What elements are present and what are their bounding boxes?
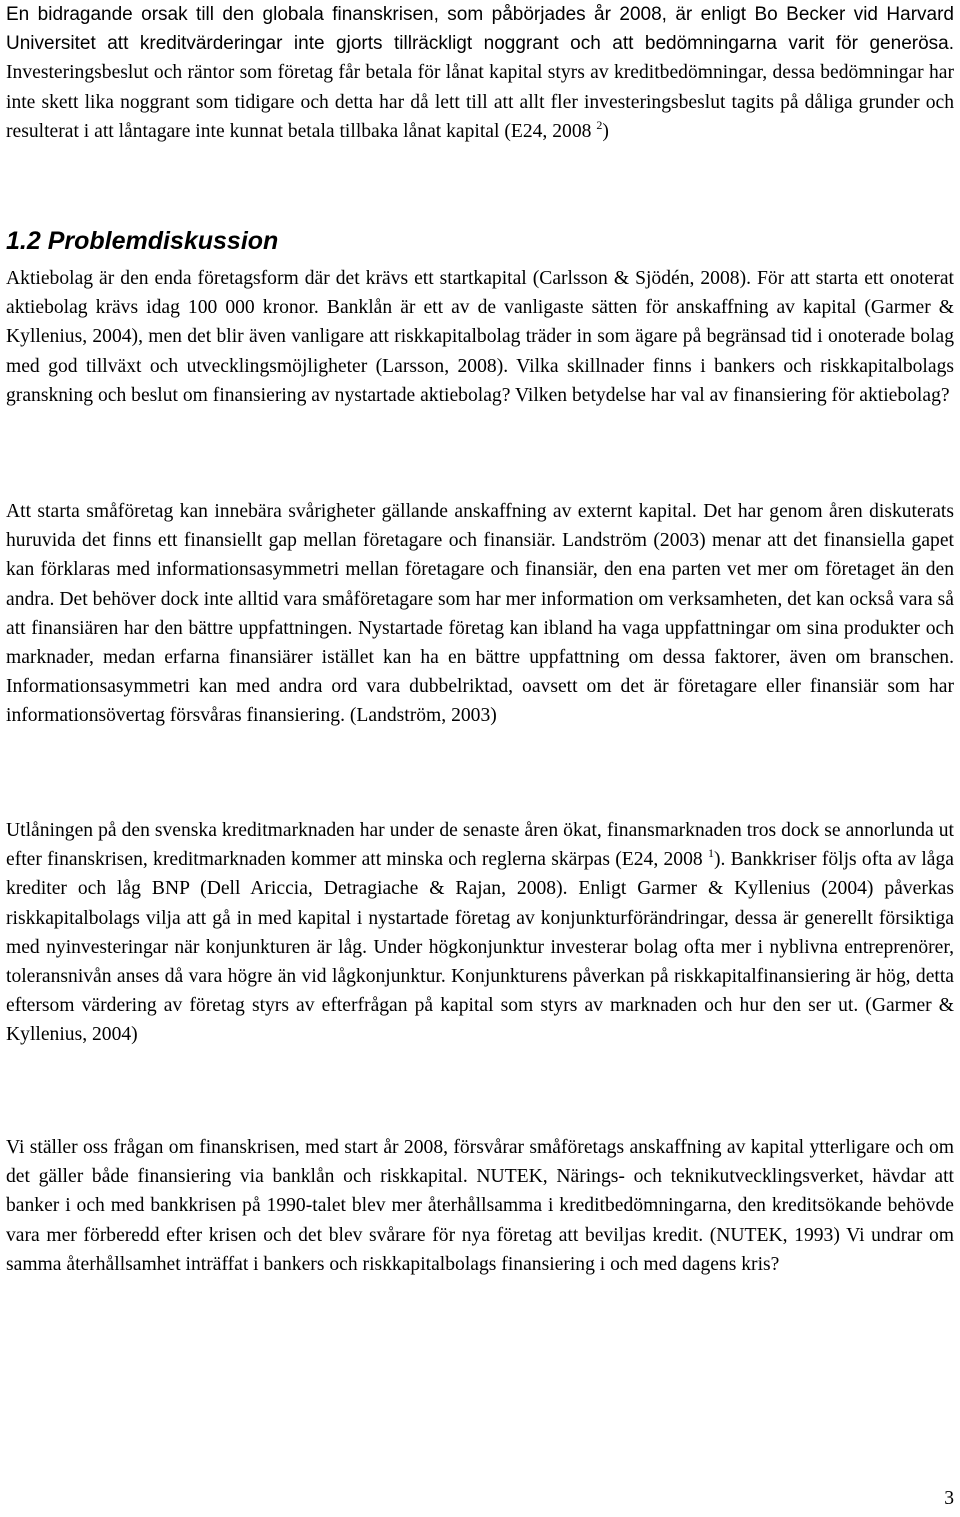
paragraph-credit-market-start: Utlåningen på den svenska kreditmarknaden har under de senaste åren ökat, finansmarknaden tros dock se annorlunda ut efter finanskrisen, kreditmarknaden kommer att minska och reglerna skärpas (E24, 2008	[6, 820, 954, 871]
section-heading: 1.2 Problemdiskussion	[6, 227, 279, 255]
paragraph-research-question: Vi ställer oss frågan om finanskrisen, med start år 2008, försvårar småföretags anskaffning av kapital ytterligare och om det gäller både finansiering via banklån och riskkapital. NUTEK, Närings- och teknikutvecklingsverket, hävdar att banker i och med bankkrisen på 1990-talet blev mer återhållsamma i kreditbedömningarna, den kreditsökande behövde vara mer förberedd efter krisen och det blev svårare för nya företag att beviljas kredit. (NUTEK, 1993) Vi undrar om samma återhållsamhet inträffat i bankers och riskkapitalbolags finansiering i och med dagens kris?	[6, 1137, 954, 1275]
paragraph-information-asymmetry: Att starta småföretag kan innebära svårigheter gällande anskaffning av externt kapital. Det har genom åren diskuterats huruvida det finns ett finansiellt gap mellan företagare och finansiär. Landström (2003) menar att det finansiella gapet kan förklaras med informationsasymmetri mellan företagare och finansiär, den ena parten vet mer om företaget än den andra. Det behöver dock inte alltid vara småföretagare som har mer information om verksamheten, det kan också vara så att finansiären har den bättre uppfattningen. Nystartade företag kan ibland ha vaga uppfattningar om sina produkter och marknader, medan erfarna finansiärer istället kan ha en bättre uppfattning om dessa faktorer, även om branschen. Informationsasymmetri kan med andra ord vara dubbelriktad, oavsett om det är företagare eller finansiär som har informationsövertag försvåras finansiering. (Landström, 2003)	[6, 501, 954, 727]
paragraph-intro	[6, 0, 954, 146]
paragraph-credit-market	[6, 816, 954, 1050]
footnote-ref: 2	[596, 117, 603, 132]
paragraph-intro-lead: En bidragande orsak till den globala finanskrisen, som påbörjades år 2008, är enligt Bo Becker vid Harvard Universitet att kreditvärderingar inte gjorts tillräckligt noggrant och att bedömningarna varit för generösa.	[6, 4, 954, 55]
paragraph-intro-close: )	[602, 120, 609, 142]
paragraph-intro-body: Investeringsbeslut och räntor som företag får betala för lånat kapital styrs av kreditbedömningar, dessa bedömningar har inte skett lika noggrant som tidigare och detta har då lett till att allt fler investeringsbeslut tagits på dåliga grunder och resulterat i att låntagare inte kunnat betala tillbaka lånat kapital (E24, 2008	[6, 62, 954, 142]
footnote-ref: 1	[707, 846, 714, 861]
paragraph-credit-market-rest: ). Bankkriser följs ofta av låga krediter och låg BNP (Dell Ariccia, Detragiache & Rajan, 2008). Enligt Garmer & Kyllenius (2004) påverkas riskkapitalbolags vilja att gå in med kapital i nystartade företag av konjunkturförändringar, dessa är generellt försiktiga med nyinvesteringar när konjunkturen är låg. Under högkonjunktur investerar bolag ofta mer i nyblivna entreprenörer, toleransnivån anses då vara högre än vid lågkonjunktur. Konjunkturens påverkan på riskkapitalfinansiering är hög, detta eftersom värdering av företag styrs av efterfrågan på kapital som styrs av marknaden och hur den ser ut. (Garmer & Kyllenius, 2004)	[6, 849, 955, 1046]
paragraph-problem: Aktiebolag är den enda företagsform där det krävs ett startkapital (Carlsson & Sjödén, 2008). För att starta ett onoterat aktiebolag krävs idag 100 000 kronor. Banklån är ett av de vanligaste sätten för anskaffning av kapital (Garmer & Kyllenius, 2004), men det blir även vanligare att riskkapitalbolag träder in som ägare på begränsad tid i onoterade bolag med god tillväxt och utvecklingsmöjligheter (Larsson, 2008). Vilka skillnader finns i bankers och riskkapitalbolags granskning och beslut om finansiering av nystartade aktiebolag? Vilken betydelse har val av finansiering för aktiebolag?	[6, 268, 954, 406]
page-number: 3	[944, 1488, 954, 1509]
